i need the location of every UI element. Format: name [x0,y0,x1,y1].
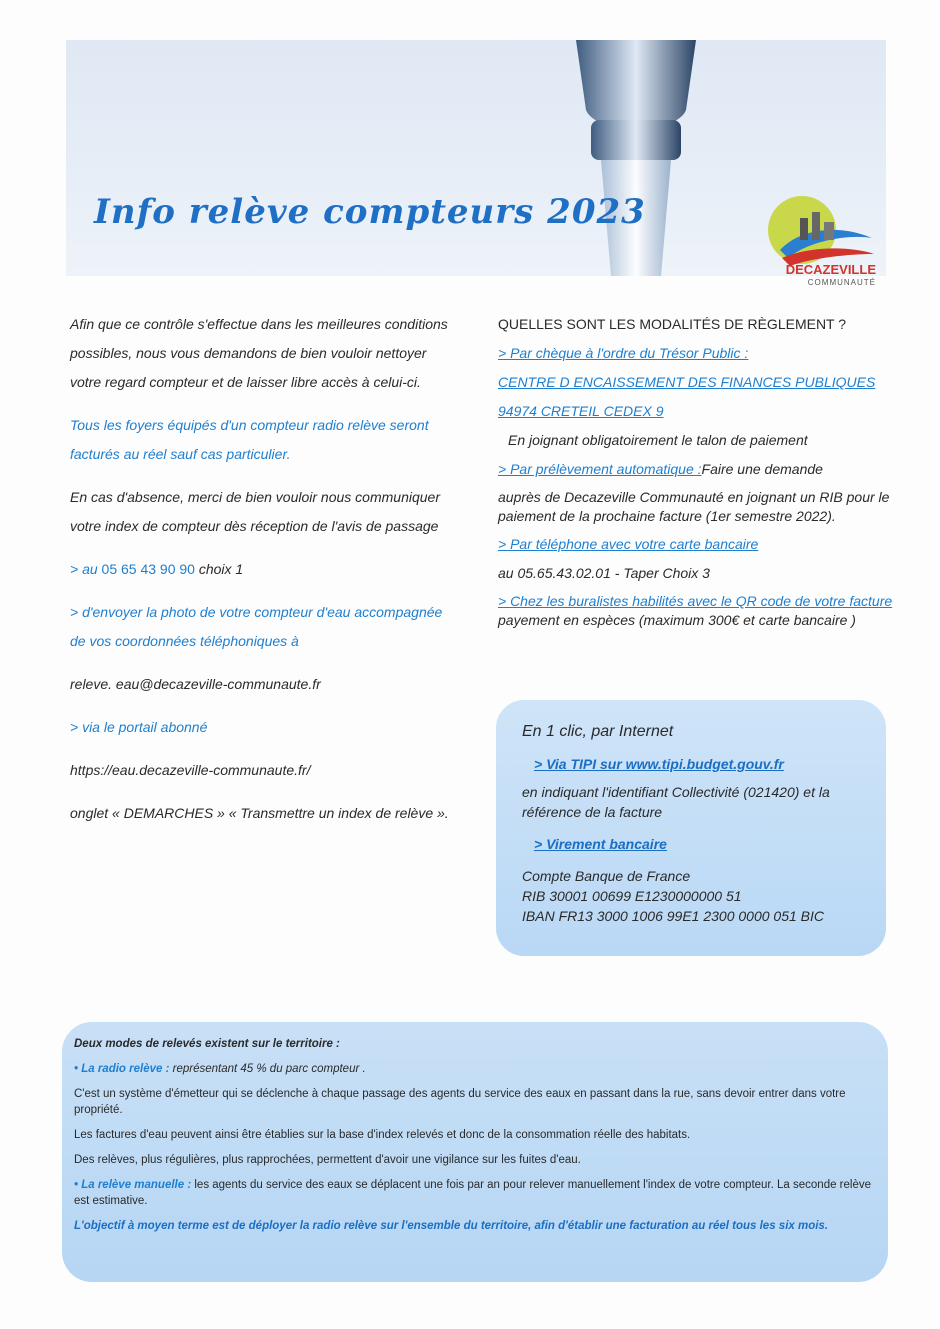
leaks-text: Des relèves, plus régulières, plus rapprochées, permettent d'avoir une vigilance sur les fuites d'eau. [74,1154,581,1166]
invoices-text: Les factures d'eau peuvent ainsi être établies sur la base d'index relevés et donc de la consommation réelle des habitats. [74,1129,691,1141]
radio-billing-text: Tous les foyers équipés d'un compteur radio relève seront facturés au réel sauf cas particulier. [70,417,429,462]
manual-label: • La relève manuelle : [74,1179,192,1191]
manual-line [74,1177,874,1209]
creteil-text: 94974 CRETEIL CEDEX 9 [498,403,664,419]
prelev-more-text: auprès de Decazeville Communauté en joignant un RIB pour le paiement de la prochaine facture (1er semestre 2022). [498,489,890,524]
buraliste-line [498,588,898,634]
page-title: Info relève compteurs 2023 [94,192,646,232]
radio-line [74,1061,874,1077]
logo-name: DECAZEVILLE [785,262,876,277]
phone-choice: choix 1 [194,561,244,577]
manual-text: les agents du service des eaux se déplacent une fois par an pour relever manuellement l'index de votre compteur. La seconde relève est estimative. [74,1179,871,1207]
left-column [70,310,460,828]
photo-text: > d'envoyer la photo de votre compteur d'eau accompagnée de vos coordonnées téléphoniques à [70,604,443,649]
payment-heading: QUELLES SONT LES MODALITÉS DE RÈGLEMENT ? [498,316,847,332]
iban-text: IBAN FR13 3000 1006 99E1 2300 0000 051 BIC [522,908,824,924]
buraliste-text: payement en espèces (maximum 300€ et carte bancaire ) [498,612,856,628]
logo-subtitle: COMMUNAUTÉ [807,278,876,287]
radio-text: représentant 45 % du parc compteur . [169,1063,366,1075]
right-column [498,310,898,634]
tipi-link[interactable]: > Via TIPI sur www.tipi.budget.gouv.fr [534,756,784,772]
reading-modes-box [62,1022,888,1282]
talon-text: En joignant obligatoirement le talon de paiement [508,432,808,448]
objective-text: L'objectif à moyen terme est de déployer la radio relève sur l'ensemble du territoire, afin d'établir une facturation au réel tous les six mois. [74,1220,829,1232]
compte-text: Compte Banque de France [522,868,691,884]
modes-heading: Deux modes de relevés existent sur le territoire : [74,1038,340,1050]
phone-prefix: > au [70,561,102,577]
portal-url[interactable]: https://eau.decazeville-communaute.fr/ [70,762,311,778]
prelev-line [498,455,898,484]
prelev-link[interactable]: > Par prélèvement automatique : [498,461,702,477]
email-address[interactable]: releve. eau@decazeville-communaute.fr [70,676,321,692]
centre-text: CENTRE D ENCAISSEMENT DES FINANCES PUBLIQUES [498,374,876,390]
prelev-text: Faire une demande [701,461,823,477]
system-text: C'est un système d'émetteur qui se déclenche à chaque passage des agents du service des eaux en passant dans la rue, sans devoir entrer dans votre propriété. [74,1088,846,1116]
radio-label: • La radio relève : [74,1063,170,1075]
internet-payment-box [496,700,886,956]
water-tap-image [536,40,736,276]
cheque-link[interactable]: > Par chèque à l'ordre du Trésor Public : [498,345,749,361]
demarches-text: onglet « DEMARCHES » « Transmettre un index de relève ». [70,805,449,821]
header-banner [66,40,886,287]
tel-link[interactable]: > Par téléphone avec votre carte bancaire [498,536,759,552]
buraliste-link[interactable]: > Chez les buralistes habilités avec le QR code de votre facture [498,593,893,609]
tel-number: au 05.65.43.02.01 - Taper Choix 3 [498,565,710,581]
intro-text: Afin que ce contrôle s'effectue dans les meilleures conditions possibles, nous vous demandons de bien vouloir nettoyer votre regard compteur et de laisser libre accès à celui-ci. [70,316,448,390]
internet-heading: En 1 clic, par Internet [522,723,674,740]
portal-text: > via le portail abonné [70,719,208,735]
virement-link[interactable]: > Virement bancaire [534,836,667,852]
phone-number[interactable]: 05 65 43 90 90 [101,561,195,577]
phone-line [70,555,460,584]
tipi-text: en indiquant l'identifiant Collectivité (021420) et la référence de la facture [522,784,830,820]
rib-text: RIB 30001 00699 E1230000000 51 [522,888,742,904]
absence-text: En cas d'absence, merci de bien vouloir nous communiquer votre index de compteur dès réception de l'avis de passage [70,489,440,534]
